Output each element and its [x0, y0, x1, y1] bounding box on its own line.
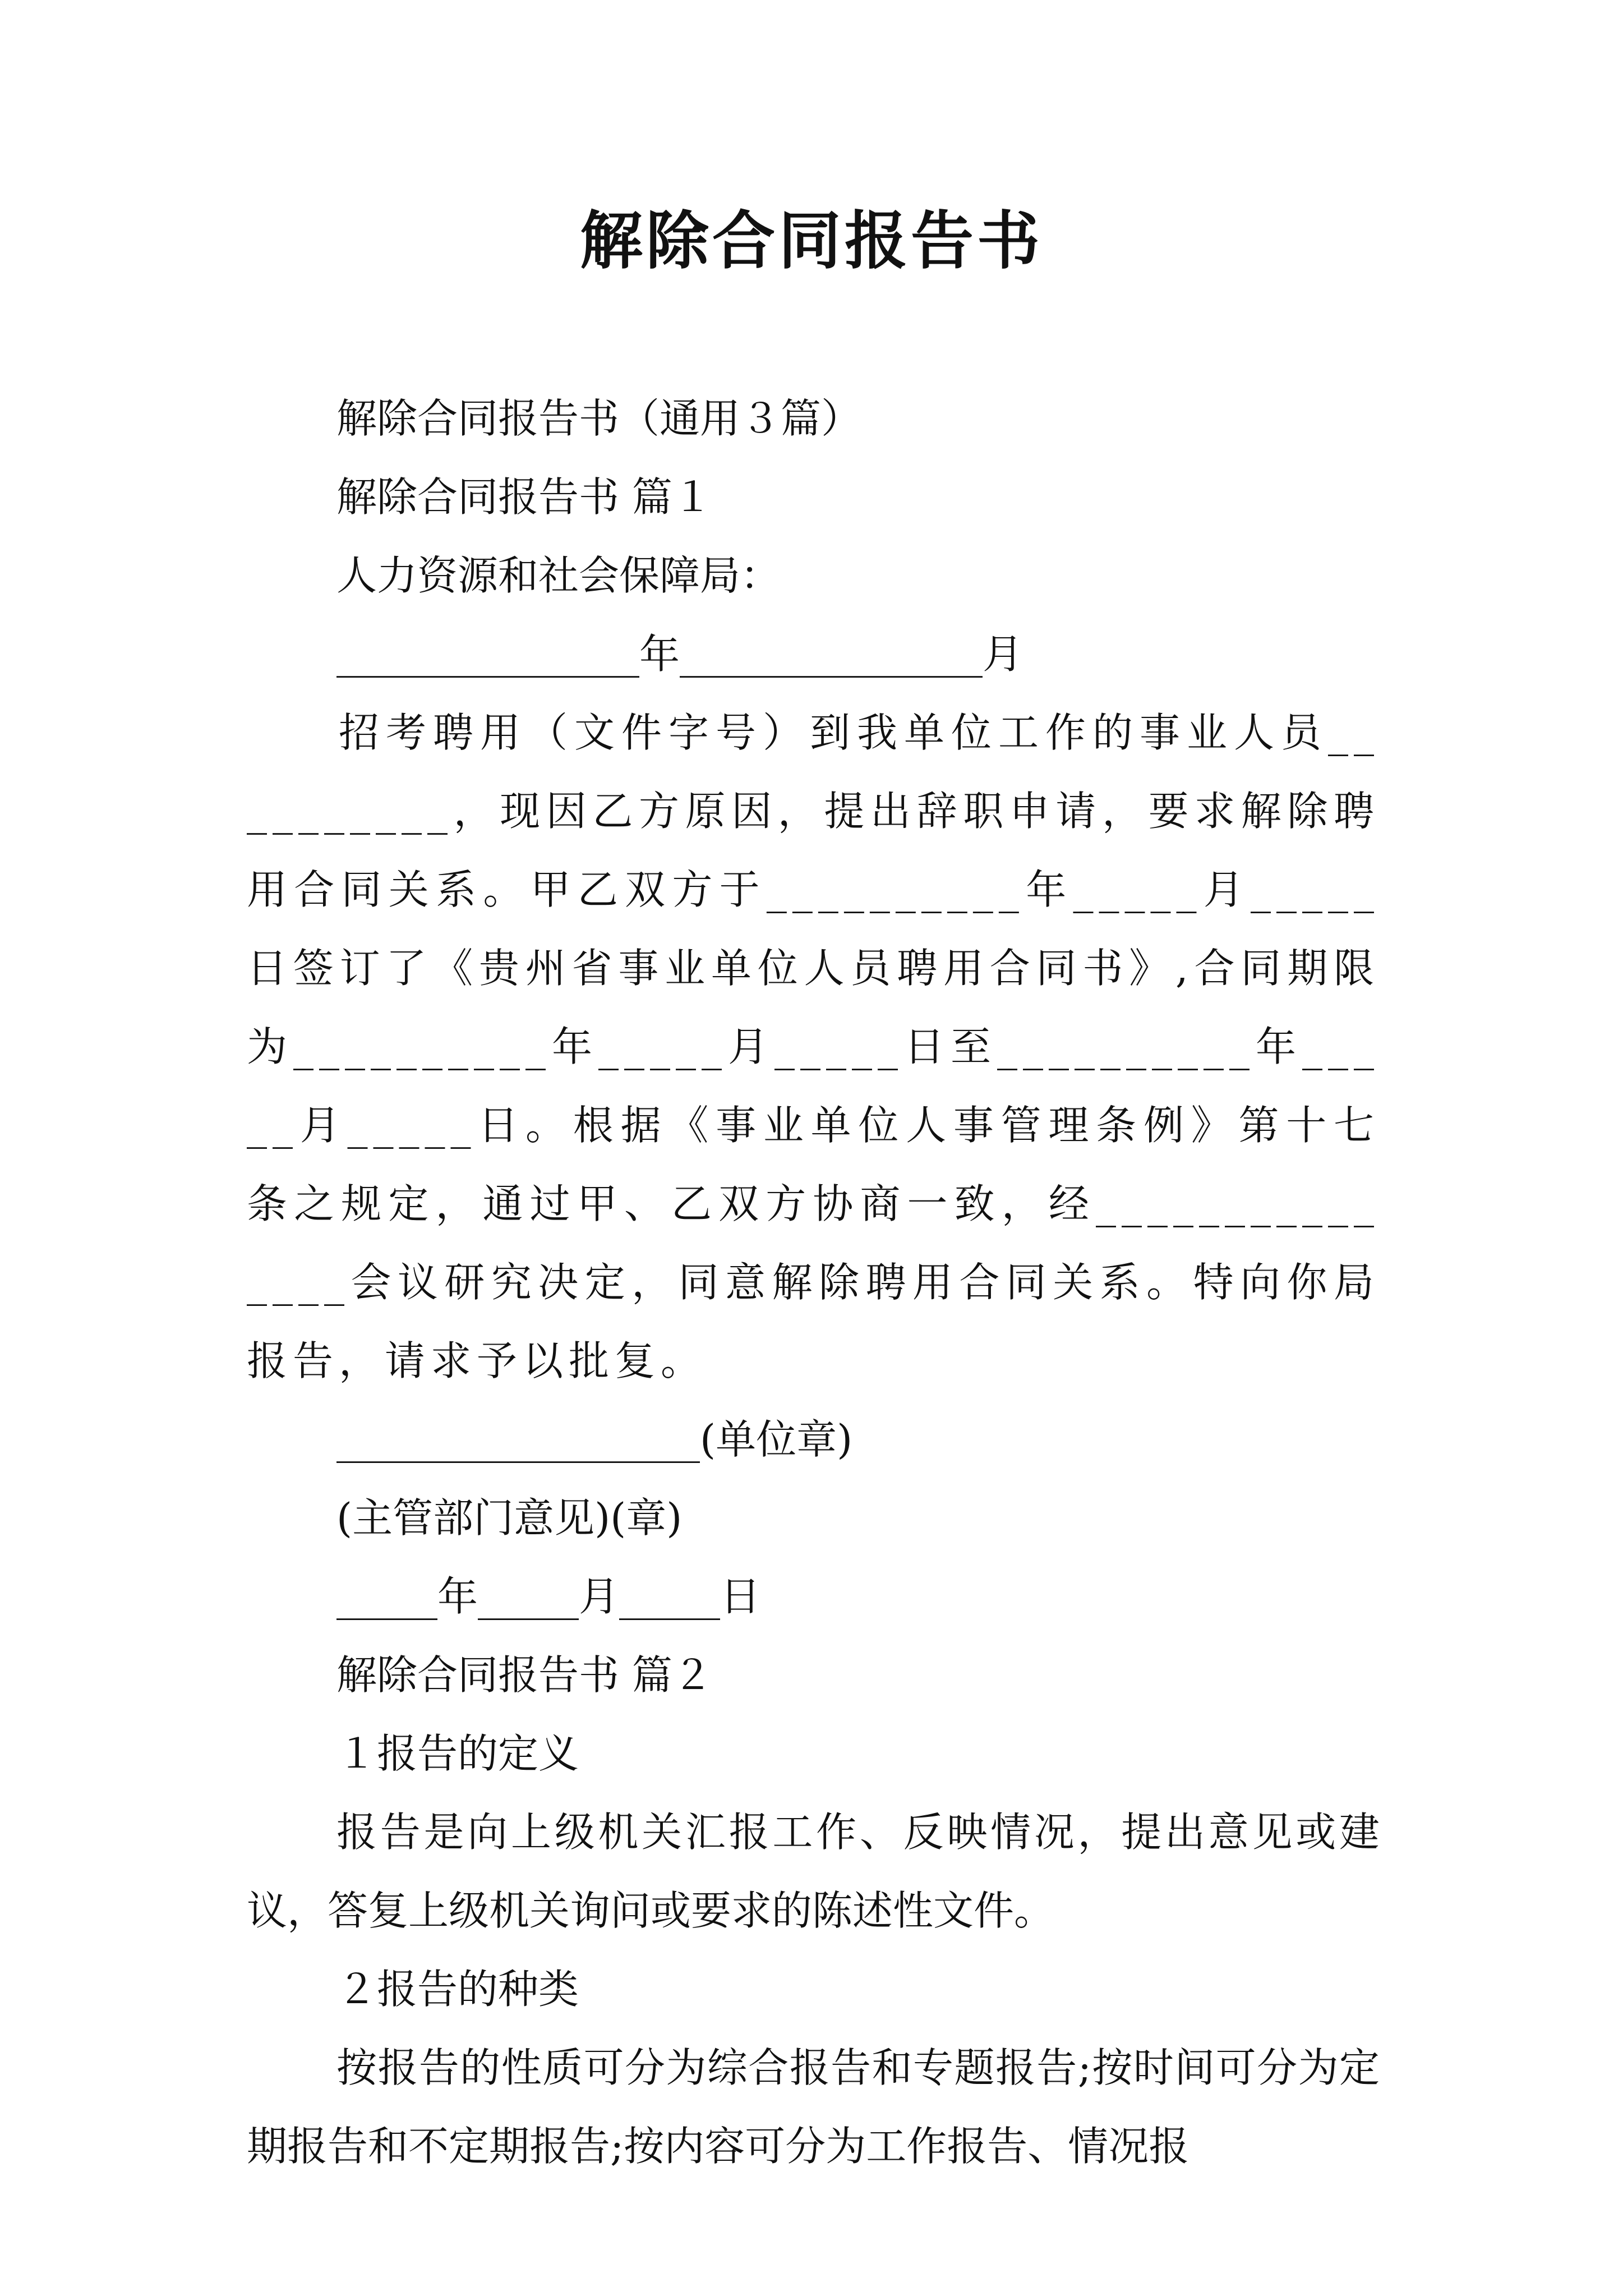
subtitle-paragraph: 解除合同报告书（通用３篇）	[336, 395, 862, 442]
date-blank-line: _______________年_______________月	[336, 631, 1023, 678]
signature-date-line: _____年_____月_____日	[336, 1573, 761, 1620]
document-title: 解除合同报告书	[580, 204, 1043, 278]
section-heading-1: 解除合同报告书 篇１	[336, 473, 713, 521]
definition-paragraph: 报告是向上级机关汇报工作、反映情况，提出意见或建议，答复上级机关询问或要求的陈述性文件。	[247, 1809, 1380, 1934]
types-paragraph: 按报告的性质可分为综合报告和专题报告;按时间可分为定期报告和不定期报告;按内容可分为工作报告、情况报	[247, 2044, 1380, 2170]
recipient-line: 人力资源和社会保障局：	[336, 552, 781, 599]
main-report-paragraph: 招考聘用（文件字号）到我单位工作的事业人员__________，现因乙方原因，提出辞职申请，要求解除聘用合同关系。甲乙双方于__________年_____月_____日签订了《贵州省事业单位人员聘用合同书》,合同期限为__________年_____月_____日至__________年_____月_____日。根据《事业单位人事管理条例》第十七条之规定，通过甲、乙双方协商一致，经_______________会议研究决定，同意解除聘用合同关系。特向你局报告，请求予以批复。	[247, 709, 1380, 1384]
types-heading: ２报告的种类	[336, 1966, 579, 2013]
unit-seal-line: __________________(单位章)	[336, 1416, 853, 1463]
definition-heading: １报告的定义	[336, 1730, 579, 1777]
department-opinion-line: (主管部门意见)(章)	[336, 1494, 683, 1542]
section-heading-2: 解除合同报告书 篇２	[336, 1651, 713, 1699]
document-body	[247, 379, 1380, 2185]
